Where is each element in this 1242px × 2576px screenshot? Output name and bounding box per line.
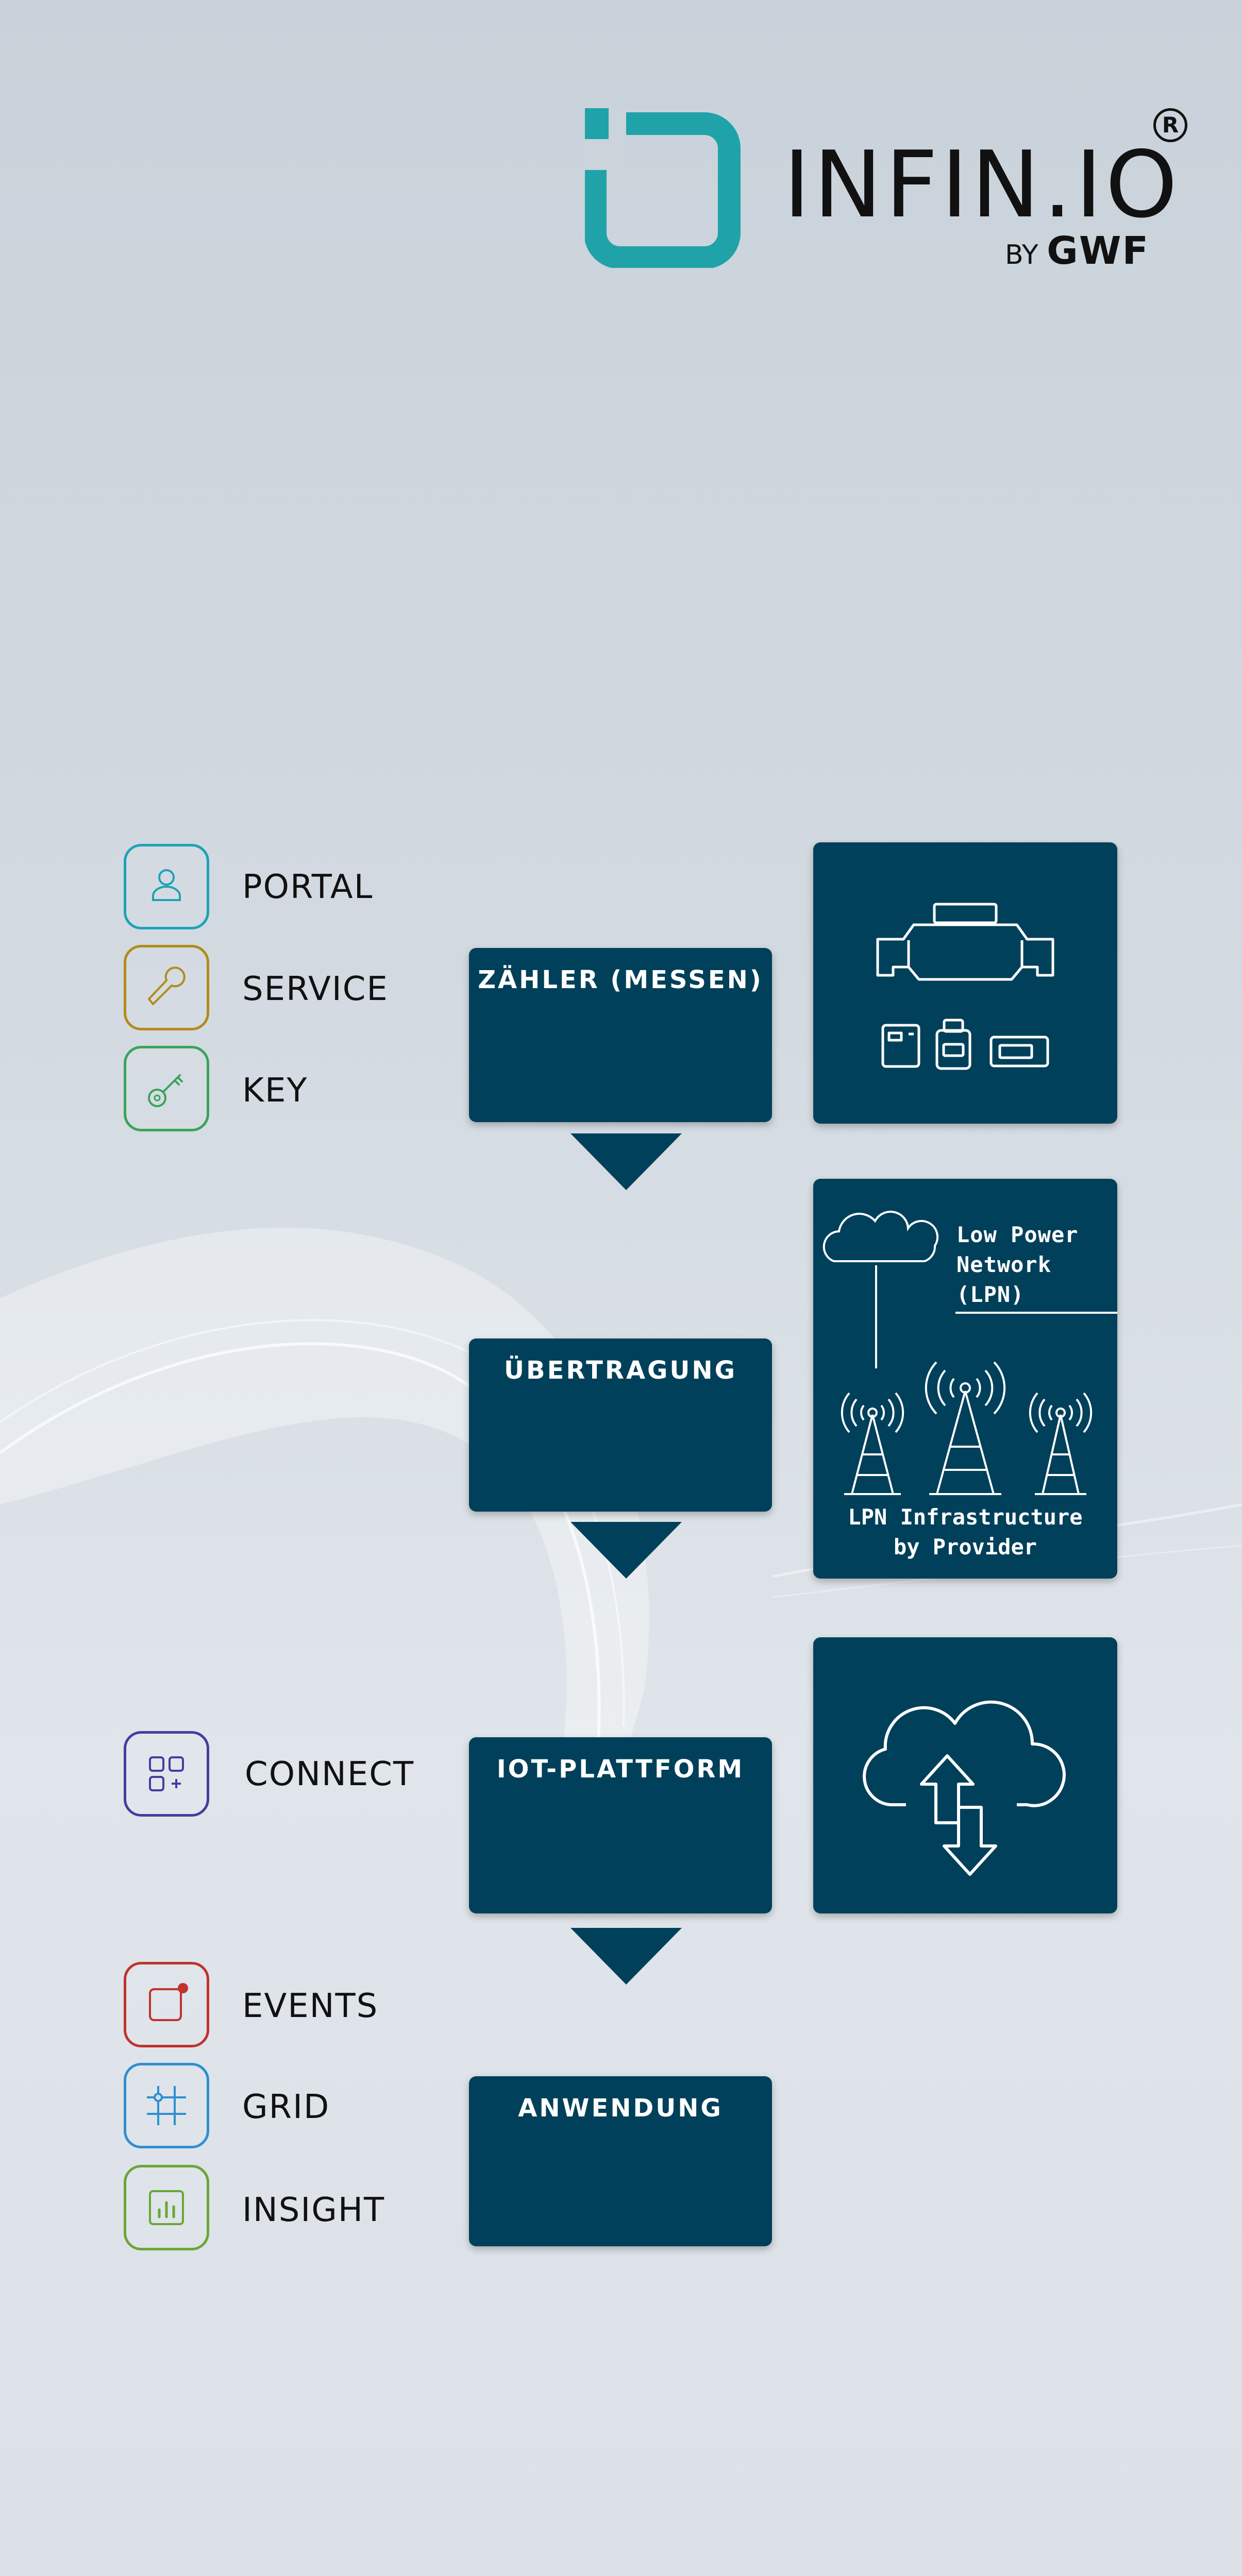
- water-meter-icon: [813, 842, 1117, 1124]
- app-label-insight: INSIGHT: [242, 2191, 385, 2229]
- infinio-logo-icon: [585, 108, 745, 268]
- lpn-title: Low Power Network (LPN): [956, 1222, 1079, 1307]
- flow-step-title: ÜBERTRAGUNG: [504, 1356, 737, 1385]
- app-portal[interactable]: [124, 844, 209, 929]
- app-events[interactable]: [124, 1962, 209, 2047]
- app-label-connect: CONNECT: [245, 1755, 415, 1793]
- flow-step-title: IOT-PLATTFORM: [496, 1755, 745, 1784]
- app-service[interactable]: [124, 945, 209, 1030]
- flow-arrow-2: [570, 1522, 682, 1579]
- app-label-key: KEY: [242, 1072, 308, 1110]
- flow-step-title: ZÄHLER (MESSEN): [478, 965, 763, 994]
- brand-by-prefix: BY: [1005, 240, 1038, 270]
- registered-mark: R: [1153, 108, 1187, 142]
- panel-meters: [813, 842, 1117, 1124]
- flow-step-title: ANWENDUNG: [518, 2094, 723, 2123]
- app-key[interactable]: [124, 1046, 209, 1131]
- panel-cloud: [813, 1637, 1117, 1913]
- app-insight[interactable]: [124, 2165, 209, 2250]
- flow-step-iot-platform: [469, 1737, 772, 1913]
- app-connect[interactable]: [124, 1731, 209, 1817]
- user-icon: [126, 846, 207, 927]
- flow-arrow-1: [570, 1133, 682, 1190]
- lpn-caption: LPN Infrastructure by Provider: [848, 1504, 1083, 1560]
- wrench-icon: [126, 947, 207, 1028]
- key-icon: [126, 1048, 207, 1129]
- panel-lpn: [813, 1179, 1117, 1579]
- app-grid[interactable]: [124, 2063, 209, 2148]
- app-label-events: EVENTS: [242, 1987, 379, 2025]
- flow-arrow-3: [570, 1928, 682, 1985]
- brand-name: INFIN.IO: [783, 131, 1181, 238]
- connect-grid-icon: [126, 1734, 207, 1814]
- app-label-grid: GRID: [242, 2088, 330, 2126]
- grid-node-icon: [126, 2065, 207, 2146]
- app-label-portal: PORTAL: [242, 868, 374, 906]
- flow-step-application: [469, 2076, 772, 2246]
- events-icon: [126, 1964, 207, 2045]
- brand-company: GWF: [1047, 229, 1150, 273]
- cloud-icon: [824, 1212, 937, 1261]
- flow-step-meter: [469, 948, 772, 1122]
- app-label-service: SERVICE: [242, 970, 389, 1008]
- brand-by-line: [1005, 229, 1150, 273]
- cloud-transfer-icon: [813, 1637, 1117, 1913]
- chart-icon: [126, 2167, 207, 2248]
- flow-step-transmission: [469, 1338, 772, 1512]
